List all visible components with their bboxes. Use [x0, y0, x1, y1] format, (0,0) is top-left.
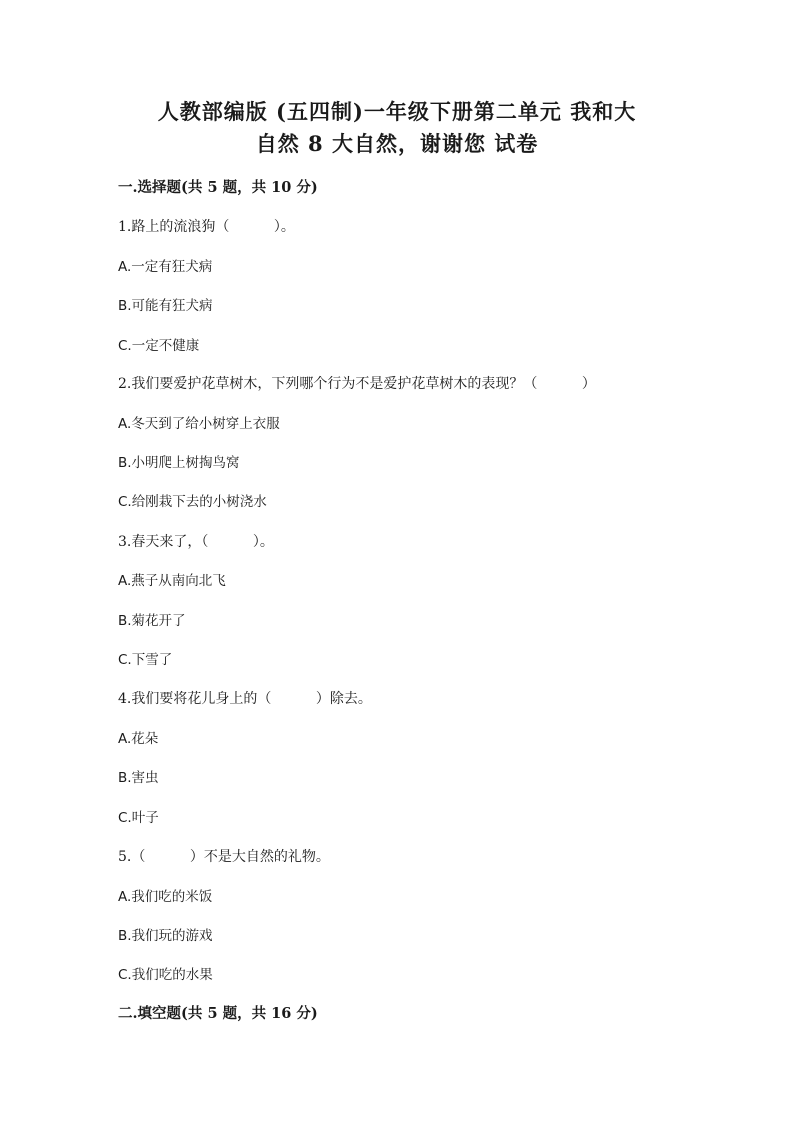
document-title-line-1: 人教部编版 (五四制)一年级下册第二单元 我和大	[157, 99, 637, 124]
question-3-option-c: C.下雪了	[118, 652, 173, 668]
document-title-line-2: 自然 8 大自然，谢谢您 试卷	[255, 131, 539, 156]
section-heading-multiple-choice: 一.选择题(共 5 题，共 10 分)	[118, 179, 318, 196]
question-1-option-a: A.一定有狂犬病	[118, 259, 213, 275]
question-1-option-b: B.可能有狂犬病	[118, 298, 213, 314]
question-2-option-c: C.给刚栽下去的小树浇水	[118, 494, 267, 510]
question-3-option-b: B.菊花开了	[118, 613, 186, 629]
question-3-stem: 3.春天来了，（ ）。	[118, 534, 274, 550]
question-5-option-b: B.我们玩的游戏	[118, 928, 213, 944]
question-4-option-c: C.叶子	[118, 810, 159, 826]
section-heading-fill-in-blank: 二.填空题(共 5 题，共 16 分)	[118, 1005, 318, 1022]
question-1-stem: 1.路上的流浪狗（ ）。	[118, 219, 295, 235]
question-5-option-c: C.我们吃的水果	[118, 967, 213, 983]
question-3-option-a: A.燕子从南向北飞	[118, 573, 226, 589]
question-4-stem: 4.我们要将花儿身上的（ ）除去。	[118, 691, 372, 707]
question-5-stem: 5.（ ）不是大自然的礼物。	[118, 849, 330, 865]
question-4-option-b: B.害虫	[118, 770, 159, 786]
question-5-option-a: A.我们吃的米饭	[118, 889, 213, 905]
question-1-option-c: C.一定不健康	[118, 338, 200, 354]
question-2-option-b: B.小明爬上树掏鸟窝	[118, 455, 240, 471]
question-2-stem: 2.我们要爱护花草树木，下列哪个行为不是爱护花草树木的表现？（ ）	[118, 376, 596, 392]
question-4-option-a: A.花朵	[118, 731, 159, 747]
question-2-option-a: A.冬天到了给小树穿上衣服	[118, 416, 280, 432]
